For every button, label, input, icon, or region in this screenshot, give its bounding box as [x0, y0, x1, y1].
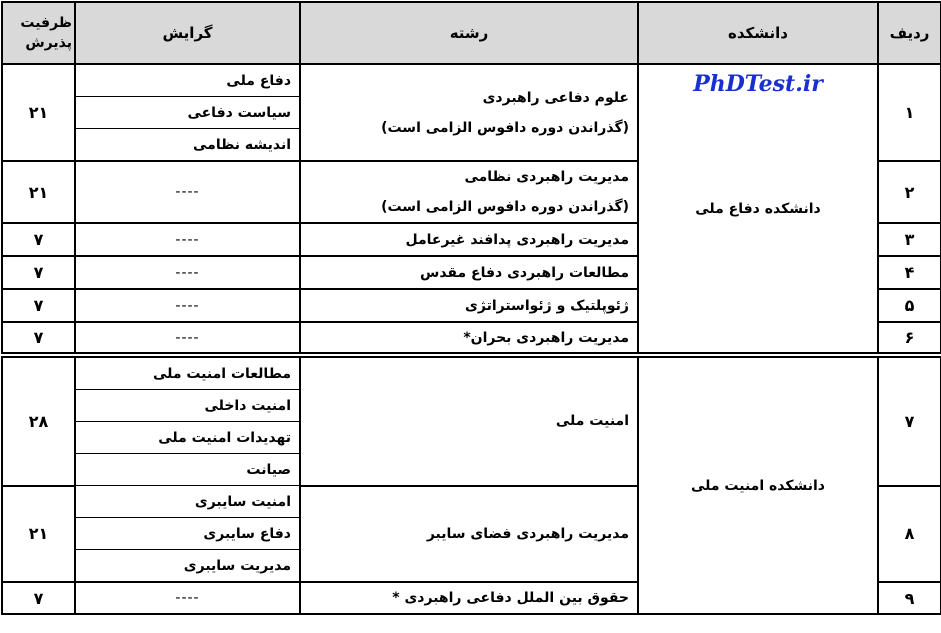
header-faculty: دانشکده [638, 2, 878, 64]
orientation-cell: اندیشه نظامی [75, 129, 300, 162]
header-capacity: ظرفیت پذیرش [2, 2, 75, 64]
orientation-cell: امنیت سایبری [75, 486, 300, 518]
faculty-cell [638, 64, 878, 355]
radif-cell: ۶ [878, 322, 941, 355]
header-major: رشته [300, 2, 638, 64]
capacity-cell: ۲۱ [2, 161, 75, 223]
programs-table [1, 1, 941, 615]
faculty-cell: دانشکده امنیت ملی [638, 355, 878, 614]
header-orientation: گرایش [75, 2, 300, 64]
orientation-cell: ---- [75, 256, 300, 289]
orientation-cell: مدیریت سایبری [75, 550, 300, 583]
radif-cell: ۴ [878, 256, 941, 289]
orientation-cell: صیانت [75, 454, 300, 486]
header-row [2, 2, 941, 64]
orientation-cell: تهدیدات امنیت ملی [75, 422, 300, 454]
major-cell: حقوق بین الملل دفاعی راهبردی * [300, 582, 638, 614]
capacity-cell: ۷ [2, 256, 75, 289]
orientation-cell: ---- [75, 161, 300, 223]
orientation-cell: ---- [75, 322, 300, 355]
radif-cell: ۸ [878, 486, 941, 583]
orientation-cell: ---- [75, 223, 300, 256]
radif-cell: ۳ [878, 223, 941, 256]
orientation-cell: سیاست دفاعی [75, 97, 300, 129]
orientation-cell: امنیت داخلی [75, 390, 300, 422]
major-name: علوم دفاعی راهبردی [482, 89, 629, 106]
orientation-cell: دفاع ملی [75, 64, 300, 97]
radif-cell: ۲ [878, 161, 941, 223]
radif-cell: ۹ [878, 582, 941, 614]
orientation-cell: مطالعات امنیت ملی [75, 355, 300, 390]
capacity-cell: ۲۱ [2, 486, 75, 583]
major-cell: ژئوپلتیک و ژئواستراتژی [300, 289, 638, 322]
major-cell: مدیریت راهبردی بحران* [300, 322, 638, 355]
header-radif: ردیف [878, 2, 941, 64]
watermark-logo: PhDTest.ir [693, 71, 823, 97]
major-cell: مطالعات راهبردی دفاع مقدس [300, 256, 638, 289]
table-row [2, 355, 941, 390]
major-cell: مدیریت راهبردی پدافند غیرعامل [300, 223, 638, 256]
table-row [2, 64, 941, 97]
capacity-cell: ۲۸ [2, 355, 75, 486]
capacity-cell: ۷ [2, 322, 75, 355]
major-cell: امنیت ملی [300, 355, 638, 486]
major-note: (گذراندن دوره دافوس الزامی است) [381, 199, 629, 215]
major-cell [300, 161, 638, 223]
orientation-cell: دفاع سایبری [75, 518, 300, 550]
major-note: (گذراندن دوره دافوس الزامی است) [381, 119, 629, 136]
capacity-cell: ۷ [2, 289, 75, 322]
radif-cell: ۷ [878, 355, 941, 486]
capacity-cell: ۷ [2, 582, 75, 614]
orientation-cell: ---- [75, 289, 300, 322]
radif-cell: ۱ [878, 64, 941, 161]
major-cell [300, 64, 638, 161]
capacity-cell: ۲۱ [2, 64, 75, 161]
orientation-cell: ---- [75, 582, 300, 614]
faculty-name: دانشکده دفاع ملی [695, 200, 821, 217]
radif-cell: ۵ [878, 289, 941, 322]
major-name: مدیریت راهبردی نظامی [464, 169, 629, 185]
capacity-cell: ۷ [2, 223, 75, 256]
major-cell: مدیریت راهبردی فضای سایبر [300, 486, 638, 583]
